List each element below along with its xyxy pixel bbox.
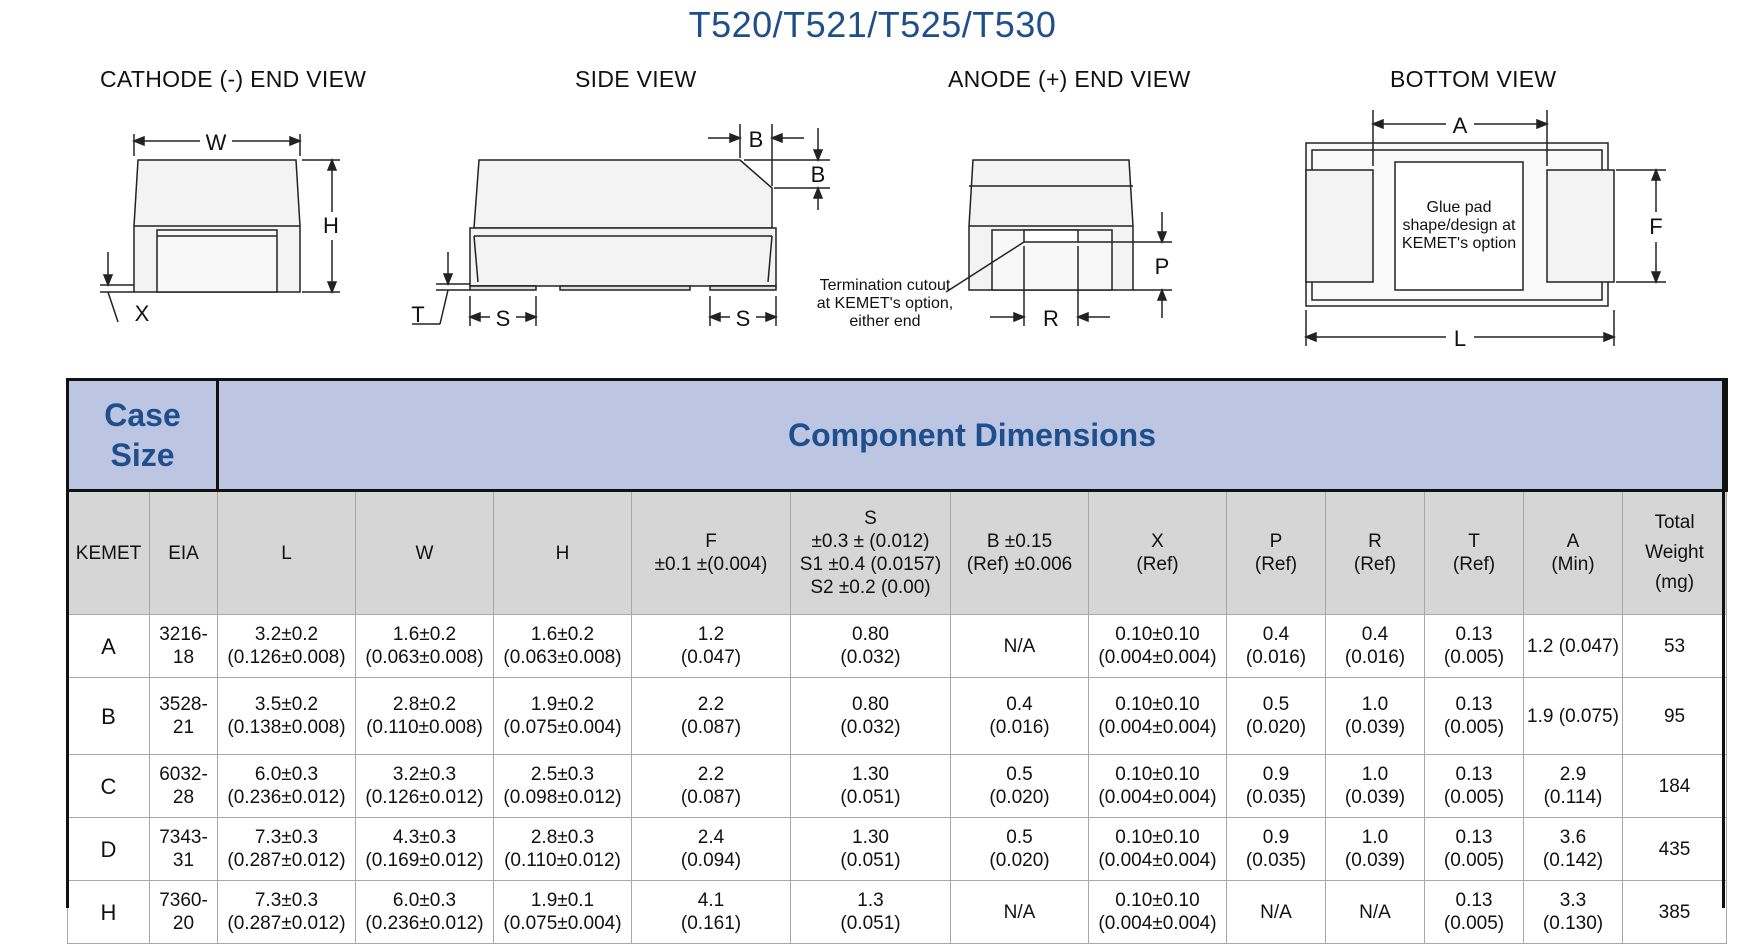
dimensions-table (66, 378, 1728, 944)
table-cell (218, 881, 356, 944)
cell-line: (0.039) (1344, 850, 1406, 871)
cell-line: 385 (1658, 901, 1691, 923)
table-cell (951, 755, 1089, 818)
termination-note-line-3: either end (849, 313, 921, 330)
cell-line: 0.13 (1455, 890, 1493, 911)
cell-line: 435 (1658, 838, 1691, 860)
cell-line: (0.130) (1542, 913, 1604, 934)
table-cell (632, 615, 791, 678)
cell-line: 0.10±0.10 (1115, 764, 1200, 785)
table-cell (1623, 755, 1727, 818)
dim-label-a: A (1452, 113, 1468, 138)
cell-line: (0.063±0.008) (365, 647, 484, 668)
table-cell (494, 881, 632, 944)
table-row (68, 615, 1727, 678)
cell-line: (0.110±0.008) (366, 717, 483, 738)
table-cell (1227, 818, 1326, 881)
table-cell (356, 678, 494, 755)
cell-line: 3216-18 (159, 624, 208, 668)
table-cell (1425, 818, 1524, 881)
cell-line: 1.0 (1361, 764, 1389, 785)
anode-end-drawing (946, 160, 1172, 326)
column-header (1089, 491, 1227, 615)
cell-line: 28 (172, 787, 195, 808)
table-cell (1425, 615, 1524, 678)
cell-line: (0.075±0.004) (503, 913, 622, 934)
cell-line: 0.13 (1455, 764, 1493, 785)
table-cell (150, 881, 218, 944)
cathode-view-label: CATHODE (-) END VIEW (100, 66, 367, 92)
table-row (68, 881, 1727, 944)
column-header (356, 491, 494, 615)
cell-line: 95 (1663, 705, 1686, 727)
cell-line: 0.10±0.10 (1115, 624, 1200, 645)
dim-label-w: W (205, 130, 227, 155)
column-header-line: P (1269, 531, 1283, 552)
table-cell (356, 881, 494, 944)
side-view-drawing (412, 124, 830, 326)
termination-note-line-1: Termination cutout (819, 277, 951, 294)
cell-line: 0.5 (1262, 694, 1290, 715)
table-cell (1623, 818, 1727, 881)
column-header (1623, 491, 1727, 615)
cell-line: (0.016) (989, 717, 1050, 738)
cell-line: 2.8±0.2 (392, 694, 457, 715)
table-cell (68, 755, 150, 818)
cell-line: 1.6±0.2 (392, 624, 457, 645)
column-header (1425, 491, 1524, 615)
cell-line: 0.10±0.10 (1115, 827, 1200, 848)
table-cell (1227, 881, 1326, 944)
cell-line: (0.161) (680, 913, 742, 934)
column-header (951, 491, 1089, 615)
column-header-line: Total (1654, 512, 1695, 533)
cell-line: 0.13 (1455, 624, 1493, 645)
cell-line: 2.4 (697, 827, 725, 848)
cell-line: 0.13 (1455, 694, 1493, 715)
column-header-line: L (281, 542, 292, 564)
table-cell (1524, 818, 1623, 881)
table-cell (951, 881, 1089, 944)
table-cell (1524, 615, 1623, 678)
cell-line: 20 (172, 913, 195, 934)
table-cell (218, 678, 356, 755)
table-cell (1326, 881, 1425, 944)
cell-line: 1.6±0.2 (530, 624, 595, 645)
table-cell (1524, 678, 1623, 755)
table-cell (632, 755, 791, 818)
column-header-line: (Ref) (1353, 554, 1397, 575)
cell-line: H (100, 899, 117, 925)
cell-line: (0.039) (1344, 787, 1406, 808)
column-header (494, 491, 632, 615)
cell-line: 0.9 (1262, 827, 1290, 848)
table-cell (356, 818, 494, 881)
cell-line: (0.016) (1344, 647, 1406, 668)
termination-note-line-2: at KEMET's option, (816, 295, 954, 312)
column-header-line: (Ref) ±0.006 (966, 554, 1073, 575)
column-header-line: (Min) (1551, 554, 1595, 575)
table-cell (791, 615, 951, 678)
table-cell (1089, 818, 1227, 881)
cell-line: 3528- (159, 694, 208, 715)
column-header (1326, 491, 1425, 615)
cell-line: (0.063±0.008) (503, 647, 622, 668)
cell-line: 2.2 (697, 694, 725, 715)
table-cell (1425, 678, 1524, 755)
cell-line: 2.8±0.3 (530, 827, 595, 848)
column-header-line: A (1566, 531, 1580, 552)
column-header-line: ±0.1 ±(0.004) (654, 554, 768, 575)
cell-line: 1.30 (852, 827, 889, 848)
table-cell (1089, 678, 1227, 755)
cell-line: 3.6 (1559, 827, 1587, 848)
cell-line: 6.0±0.3 (392, 890, 457, 911)
cell-line: 7343- (159, 827, 208, 848)
cell-line: 0.10±0.10 (1115, 890, 1200, 911)
table-cell (1326, 818, 1425, 881)
dim-label-b-side: B (810, 162, 826, 187)
cell-line: (0.051) (840, 913, 901, 934)
cell-line: 1.9±0.2 (530, 694, 595, 715)
table-cell (1425, 881, 1524, 944)
cell-line: (0.020) (989, 787, 1050, 808)
column-header-line: ±0.3 ± (0.012) (811, 531, 930, 552)
table-cell (1326, 615, 1425, 678)
column-header-line: W (415, 542, 434, 564)
table-cell (632, 881, 791, 944)
cell-line: (0.110±0.012) (504, 850, 621, 871)
dim-label-l: L (1453, 326, 1467, 351)
cell-line: 53 (1663, 635, 1686, 657)
cell-line: 0.4 (1361, 624, 1389, 645)
cell-line: 21 (172, 717, 195, 738)
cell-line: 1.2 (0.047) (1527, 635, 1619, 657)
table-cell (951, 818, 1089, 881)
cell-line: 0.13 (1455, 827, 1493, 848)
table-cell (150, 615, 218, 678)
table-cell (1623, 678, 1727, 755)
column-header-line: EIA (168, 542, 199, 564)
cell-line: 31 (172, 850, 195, 871)
cell-line: 0.4 (1262, 624, 1290, 645)
column-header-line: (Ref) (1452, 554, 1496, 575)
column-header (218, 491, 356, 615)
column-header (1227, 491, 1326, 615)
cell-line: (0.087) (680, 787, 742, 808)
table-cell (494, 818, 632, 881)
cell-line: 6032- (159, 764, 208, 785)
cell-line: (0.142) (1542, 850, 1604, 871)
table-cell (1089, 615, 1227, 678)
table-cell (68, 615, 150, 678)
table-cell (494, 755, 632, 818)
column-header-line: F (705, 531, 717, 552)
cell-line: (0.035) (1245, 850, 1307, 871)
dimensions-table-wrapper (66, 378, 1725, 944)
table-cell (1227, 755, 1326, 818)
cell-line: (0.005) (1443, 787, 1505, 808)
cell-line: (0.032) (840, 647, 901, 668)
cell-line: 3.2±0.3 (392, 764, 457, 785)
cell-line: (0.075±0.004) (503, 717, 622, 738)
cell-line: 3.3 (1559, 890, 1587, 911)
cell-line: D (100, 836, 117, 862)
table-cell (494, 615, 632, 678)
table-cell (68, 881, 150, 944)
table-title-row (68, 380, 1727, 491)
cell-line: (0.094) (680, 850, 742, 871)
dim-label-t: T (411, 302, 425, 327)
dim-label-x: X (134, 301, 150, 326)
cell-line: (0.004±0.004) (1098, 850, 1217, 871)
column-header-line: S2 ±0.2 (0.00) (810, 577, 931, 598)
cell-line: (0.051) (840, 787, 901, 808)
cell-line: (0.236±0.012) (227, 787, 346, 808)
cell-line: 2.9 (1559, 764, 1587, 785)
cell-line: 1.0 (1361, 827, 1389, 848)
table-cell (218, 818, 356, 881)
cell-line: (0.004±0.004) (1098, 787, 1217, 808)
cell-line: 0.10±0.10 (1115, 694, 1200, 715)
table-cell (951, 678, 1089, 755)
table-cell (1227, 678, 1326, 755)
table-cell (150, 818, 218, 881)
cell-line: (0.004±0.004) (1098, 913, 1217, 934)
component-dimensions-heading: Component Dimensions (218, 380, 1727, 491)
table-cell (150, 678, 218, 755)
cell-line: (0.035) (1245, 787, 1307, 808)
table-cell (494, 678, 632, 755)
table-cell (1227, 615, 1326, 678)
cell-line: (0.005) (1443, 717, 1505, 738)
table-cell (632, 818, 791, 881)
case-size-line-2: Size (110, 437, 175, 473)
column-header-line: H (555, 542, 570, 564)
cell-line: C (100, 773, 117, 799)
table-cell (1089, 755, 1227, 818)
glue-pad-note-line-1: Glue pad (1426, 199, 1492, 216)
cell-line: 4.1 (697, 890, 725, 911)
table-row (68, 678, 1727, 755)
cell-line: 0.5 (1006, 764, 1033, 785)
cell-line: (0.287±0.012) (227, 850, 346, 871)
cell-line: (0.098±0.012) (503, 787, 622, 808)
table-cell (791, 755, 951, 818)
cell-line: B (101, 703, 116, 729)
table-cell (791, 678, 951, 755)
cell-line: (0.020) (1245, 717, 1307, 738)
case-size-line-1: Case (104, 397, 181, 433)
cell-line: (0.047) (680, 647, 742, 668)
dimension-drawings (0, 0, 1745, 370)
cell-line: 1.2 (697, 624, 725, 645)
cell-line: 1.30 (852, 764, 889, 785)
table-cell (1326, 755, 1425, 818)
cell-line: (0.126±0.012) (365, 787, 484, 808)
table-cell (1326, 678, 1425, 755)
table-row (68, 755, 1727, 818)
cell-line: 1.9±0.1 (530, 890, 595, 911)
cell-line: 2.2 (697, 764, 725, 785)
table-cell (218, 755, 356, 818)
cell-line: 7360- (159, 890, 208, 911)
cell-line: 6.0±0.3 (254, 764, 319, 785)
cell-line: 0.9 (1262, 764, 1290, 785)
cell-line: (0.051) (840, 850, 901, 871)
glue-pad-note-line-2: shape/design at (1402, 217, 1516, 234)
column-header-line: KEMET (75, 542, 142, 564)
column-header-line: X (1151, 531, 1164, 552)
cell-line: 0.80 (852, 694, 889, 715)
column-header-row (68, 491, 1727, 615)
cell-line: (0.039) (1344, 717, 1406, 738)
cell-line: (0.126±0.008) (227, 647, 346, 668)
table-cell (1623, 615, 1727, 678)
cell-line: 7.3±0.3 (254, 827, 319, 848)
bottom-view-label: BOTTOM VIEW (1390, 66, 1557, 92)
cell-line: 1.3 (857, 890, 884, 911)
table-cell (356, 615, 494, 678)
column-header (150, 491, 218, 615)
column-header-line: R (1368, 531, 1382, 552)
cell-line: (0.020) (989, 850, 1050, 871)
cell-line: 0.80 (852, 624, 889, 645)
table-cell (68, 678, 150, 755)
column-header (68, 491, 150, 615)
cell-line: N/A (1359, 901, 1391, 923)
table-cell (632, 678, 791, 755)
table-row (68, 818, 1727, 881)
cell-line: 3.5±0.2 (254, 694, 319, 715)
table-cell (791, 881, 951, 944)
cell-line: A (101, 633, 116, 659)
cell-line: (0.004±0.004) (1098, 647, 1217, 668)
side-view-label: SIDE VIEW (575, 66, 697, 92)
cell-line: (0.005) (1443, 647, 1505, 668)
cell-line: 3.2±0.2 (254, 624, 319, 645)
table-cell (1425, 755, 1524, 818)
cell-line: (0.016) (1245, 647, 1307, 668)
cell-line: N/A (1003, 635, 1036, 657)
table-cell (68, 818, 150, 881)
table-cell (1089, 881, 1227, 944)
column-header (1524, 491, 1623, 615)
cell-line: 1.9 (0.075) (1527, 705, 1619, 727)
column-header-line: (mg) (1654, 572, 1695, 593)
column-header-line: B ±0.15 (986, 531, 1053, 552)
cell-line: (0.087) (680, 717, 742, 738)
cell-line: (0.169±0.012) (365, 850, 484, 871)
dim-label-r: R (1043, 306, 1059, 331)
cathode-end-drawing (100, 134, 340, 322)
column-header-line: Weight (1645, 542, 1704, 563)
dim-label-b-top: B (748, 127, 764, 152)
cell-line: (0.005) (1443, 850, 1505, 871)
cell-line: (0.138±0.008) (227, 717, 346, 738)
cell-line: (0.236±0.012) (365, 913, 484, 934)
column-header-line: (Ref) (1136, 554, 1179, 575)
cell-line: N/A (1260, 901, 1292, 923)
table-cell (1623, 881, 1727, 944)
dim-label-p: P (1154, 254, 1170, 279)
cell-line: 184 (1658, 775, 1691, 797)
cell-line: 0.5 (1006, 827, 1033, 848)
table-cell (951, 615, 1089, 678)
table-cell (218, 615, 356, 678)
table-cell (1524, 881, 1623, 944)
column-header-line: S1 ±0.4 (0.0157) (799, 554, 942, 575)
cell-line: 7.3±0.3 (254, 890, 319, 911)
table-cell (1524, 755, 1623, 818)
cell-line: (0.005) (1443, 913, 1505, 934)
cell-line: 4.3±0.3 (392, 827, 457, 848)
column-header (632, 491, 791, 615)
page-title: T520/T521/T525/T530 (688, 4, 1057, 45)
dim-label-s-right: S (735, 306, 751, 331)
cell-line: 1.0 (1361, 694, 1389, 715)
dim-label-f: F (1649, 214, 1663, 239)
cell-line: (0.004±0.004) (1098, 717, 1217, 738)
dim-label-h: H (323, 213, 339, 238)
column-header-line: (Ref) (1254, 554, 1298, 575)
cell-line: 0.4 (1006, 694, 1033, 715)
column-header (791, 491, 951, 615)
table-cell (791, 818, 951, 881)
cell-line: (0.287±0.012) (227, 913, 346, 934)
table-cell (356, 755, 494, 818)
cell-line: N/A (1003, 901, 1036, 923)
column-header-line: S (864, 508, 877, 529)
case-size-heading (68, 380, 218, 491)
anode-view-label: ANODE (+) END VIEW (948, 66, 1191, 92)
column-header-line: T (1468, 531, 1480, 552)
table-cell (150, 755, 218, 818)
dim-label-s-left: S (495, 306, 511, 331)
cell-line: 2.5±0.3 (530, 764, 595, 785)
cell-line: (0.114) (1543, 787, 1603, 808)
glue-pad-note-line-3: KEMET's option (1401, 235, 1517, 252)
cell-line: (0.032) (840, 717, 901, 738)
